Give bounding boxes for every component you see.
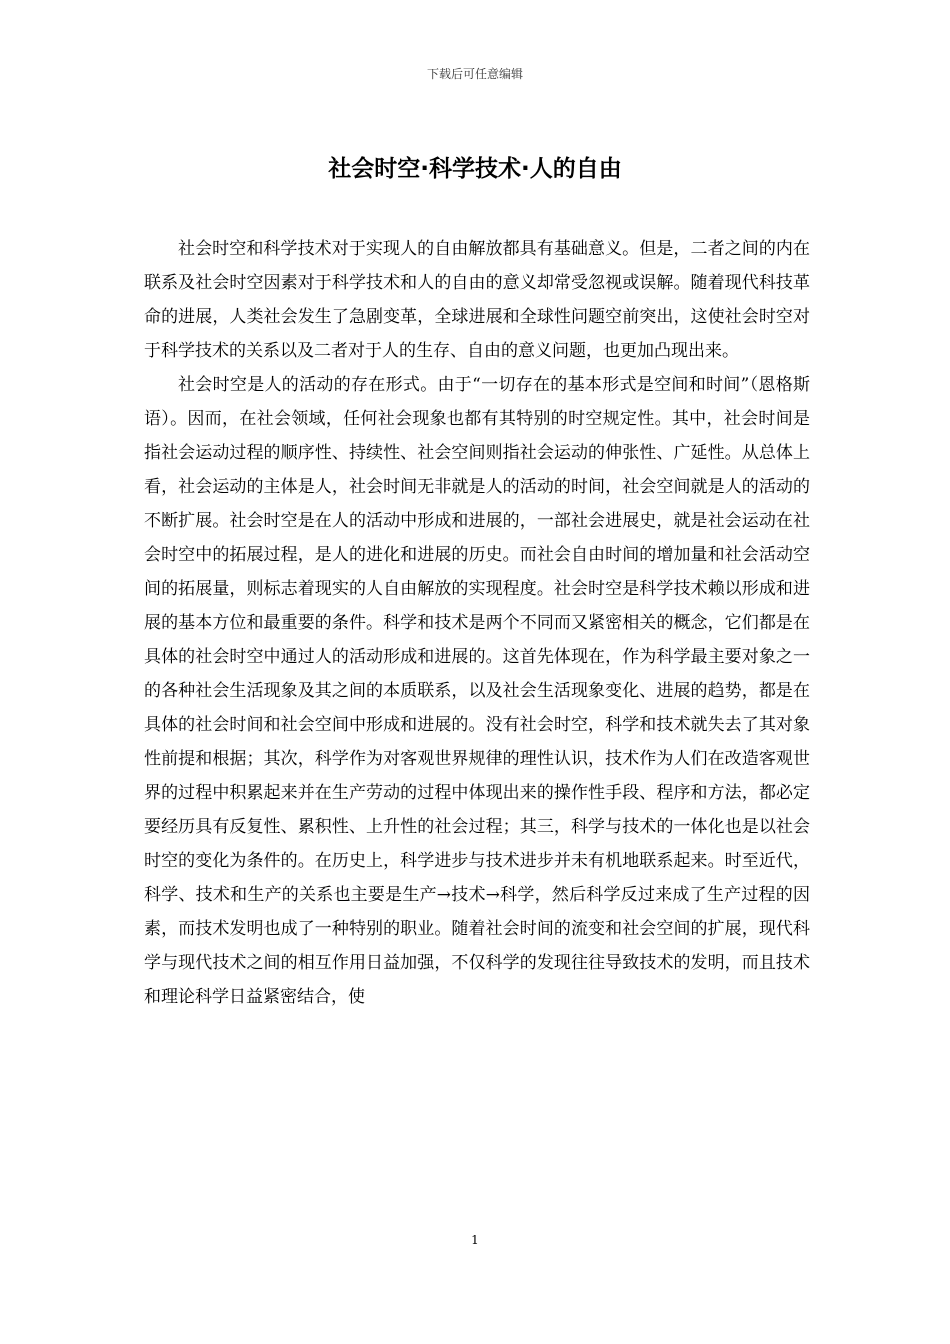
document-title: 社会时空·科学技术·人的自由 [328, 156, 622, 182]
page-number: 1 [471, 1233, 479, 1247]
paragraph-2: 社会时空是人的活动的存在形式。由于“一切存在的基本形式是空间和时间”（恩格斯语）。因而，在社会领域，任何社会现象也都有其特别的时空规定性。其中，社会时间是指社会运动过程的顺序性、持续性、社会空间则指社会运动的伸张性、广延性。从总体上看，社会运动的主体是人，社会时间无非就是人的活动的时间，社会空间就是人的活动的不断扩展。社会时空是在人的活动中形成和进展的，一部社会进展史，就是社会运动在社会时空中的拓展过程，是人的进化和进展的历史。而社会自由时间的增加量和社会活动空间的拓展量，则标志着现实的人自由解放的实现程度。社会时空是科学技术赖以形成和进展的基本方位和最重要的条件。科学和技术是两个不同而又紧密相关的概念，它们都是在具体的社会时空中通过人的活动形成和进展的。这首先体现在，作为科学最主要对象之一的各种社会生活现象及其之间的本质联系，以及社会生活现象变化、进展的趋势，都是在具体的社会时间和社会空间中形成和进展的。没有社会时空，科学和技术就失去了其对象性前提和根据；其次，科学作为对客观世界规律的理性认识，技术作为人们在改造客观世界的过程中积累起来并在生产劳动的过程中体现出来的操作性手段、程序和方法，都必定要经历具有反复性、累积性、上升性的社会过程；其三，科学与技术的一体化也是以社会时空的变化为条件的。在历史上，科学进步与技术进步并未有机地联系起来。时至近代，科学、技术和生产的关系也主要是生产→技术→科学，然后科学反过来成了生产过程的因素，而技术发明也成了一种特别的职业。随着社会时间的流变和社会空间的扩展，现代科学与现代技术之间的相互作用日益加强，不仅科学的发现往往导致技术的发明，而且技术和理论科学日益紧密结合，使 [144, 375, 810, 1007]
header-note: 下载后可任意编辑 [426, 67, 523, 81]
document-body [144, 232, 810, 1014]
paragraph-1: 社会时空和科学技术对于实现人的自由解放都具有基础意义。但是，二者之间的内在联系及社会时空因素对于科学技术和人的自由的意义却常受忽视或误解。随着现代科技革命的进展，人类社会发生了急剧变革，全球进展和全球性问题空前突出，这使社会时空对于科学技术的关系以及二者对于人的生存、自由的意义问题，也更加凸现出来。 [144, 239, 810, 361]
